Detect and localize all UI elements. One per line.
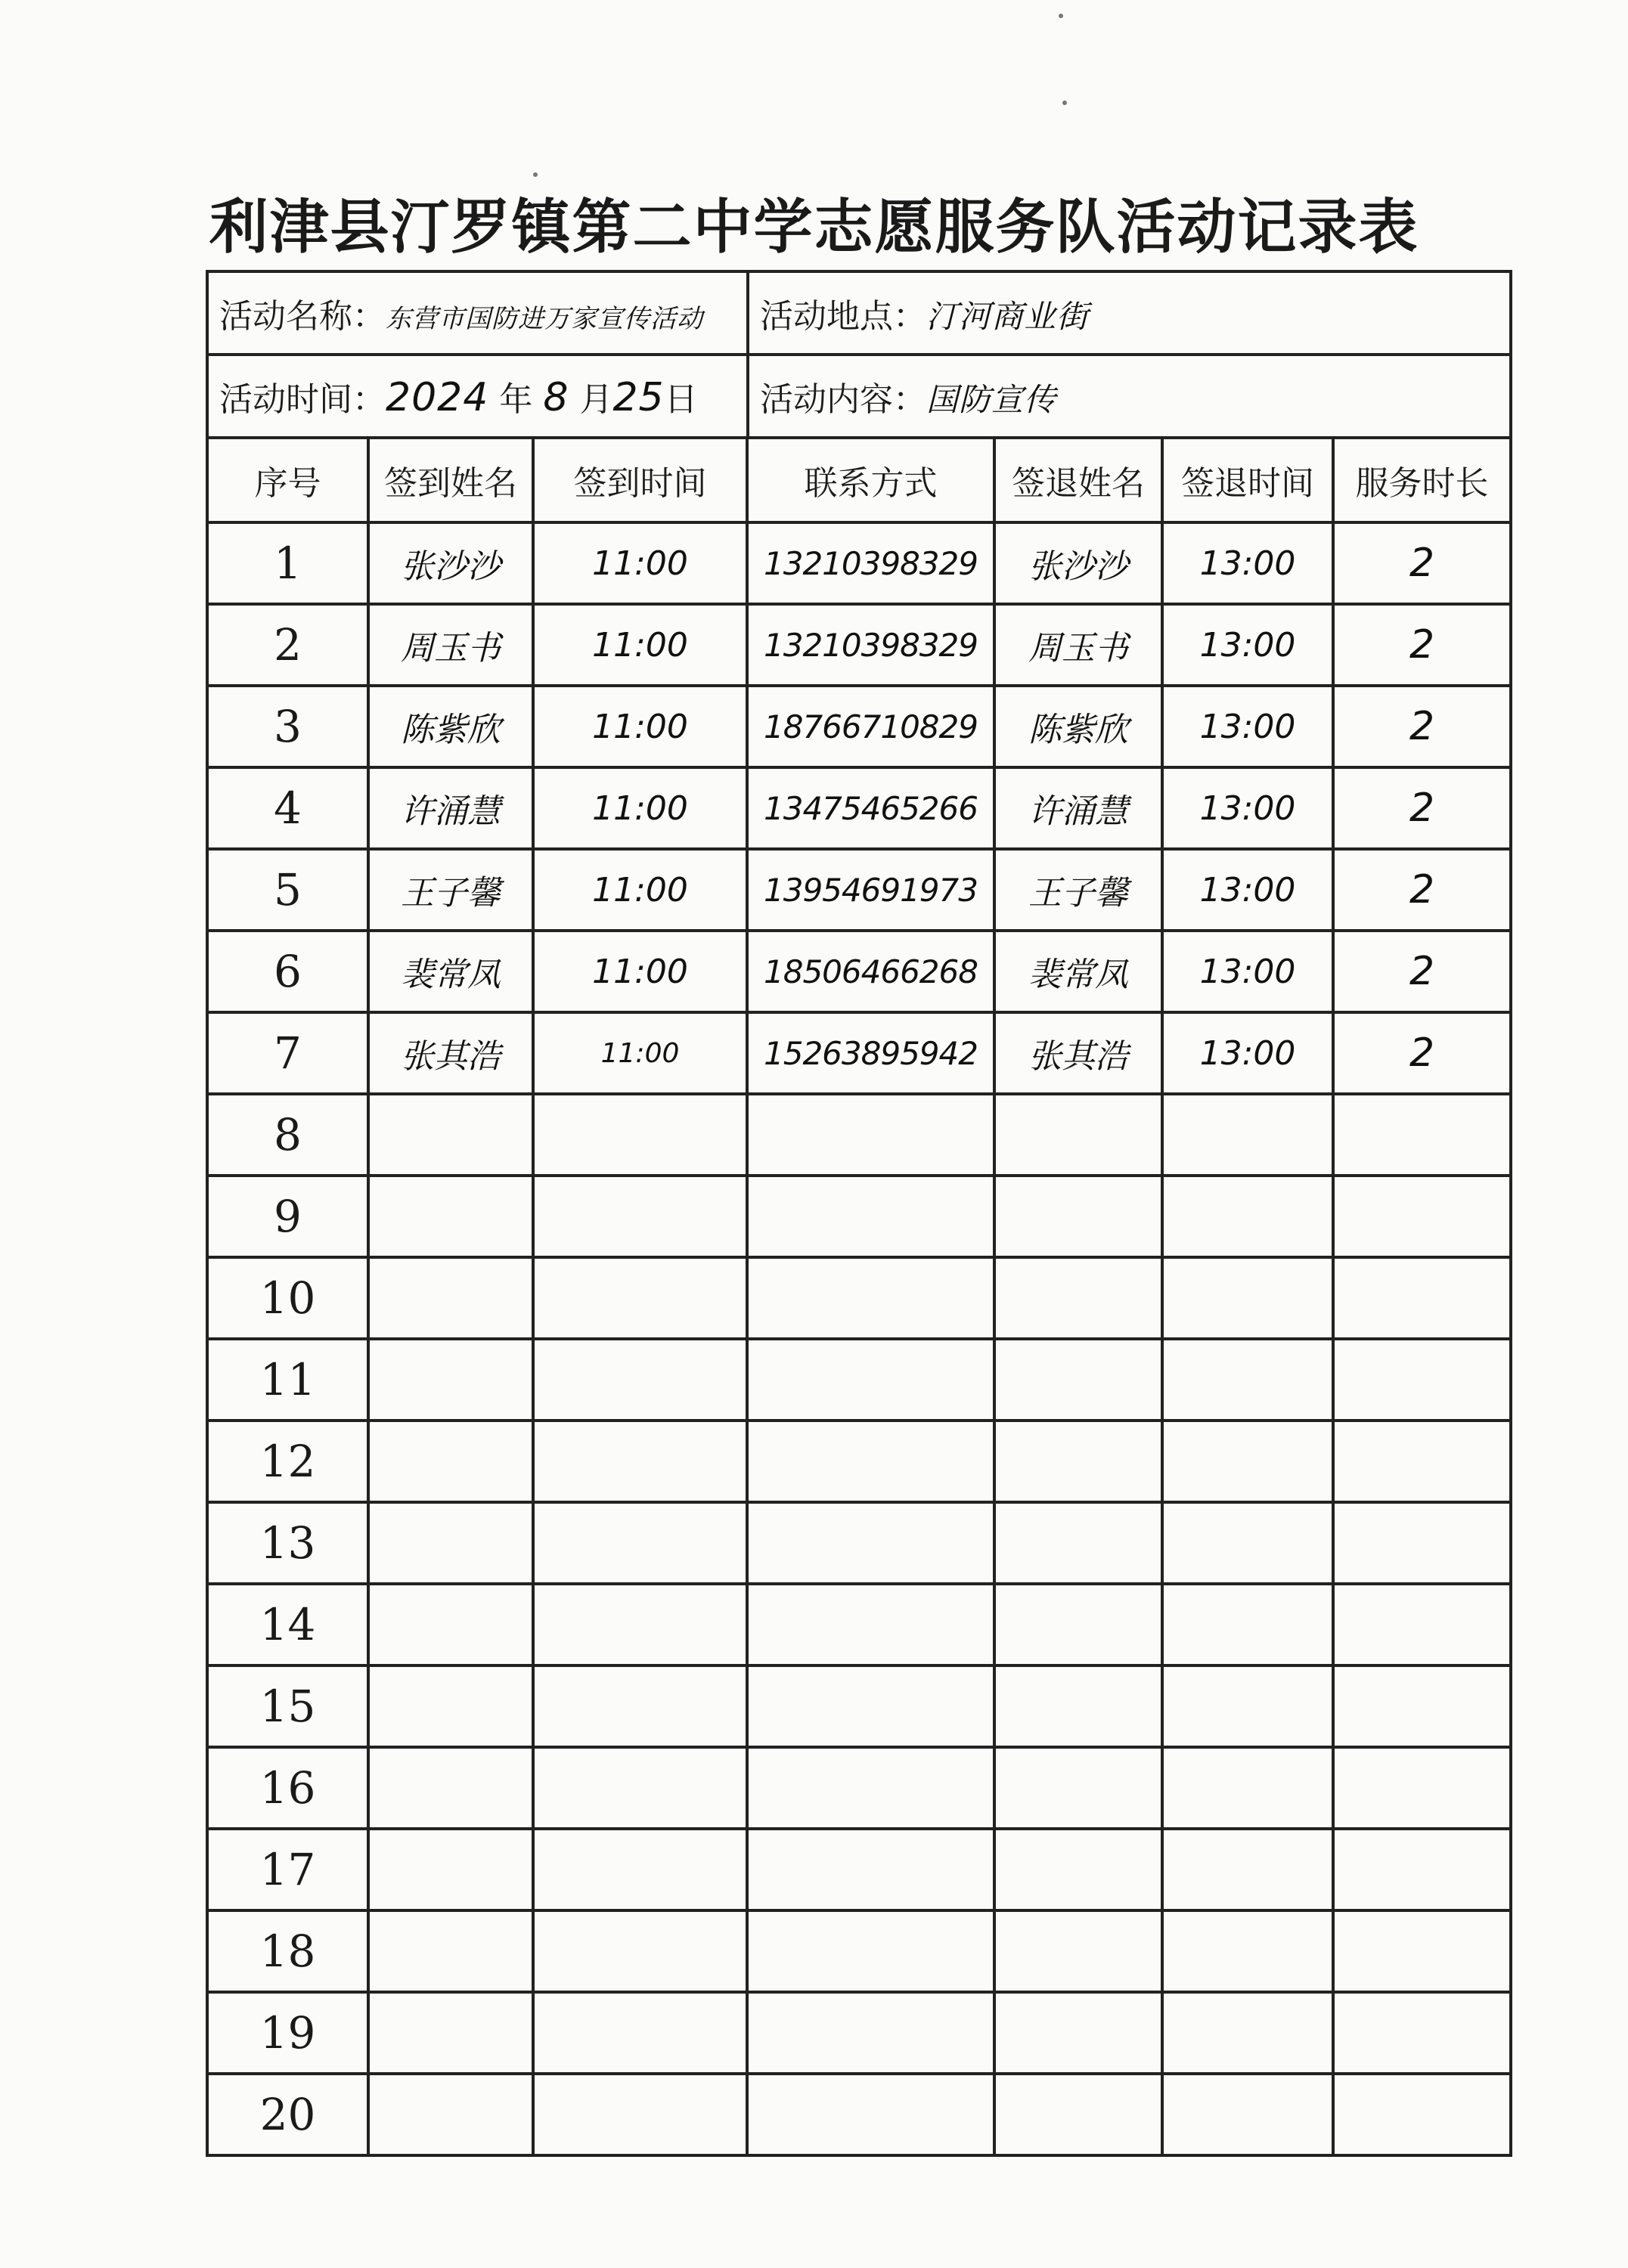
signout-time-cell: [1162, 1176, 1333, 1257]
col-header-seq: 序号: [207, 438, 368, 522]
table-row: [207, 1584, 1511, 1665]
seq-cell: 12: [207, 1421, 368, 1502]
activity-time-label: 活动时间：: [219, 380, 386, 419]
signout-name-cell: [994, 1257, 1162, 1339]
seq-cell: 15: [207, 1665, 368, 1747]
duration-cell: 2: [1333, 1012, 1511, 1094]
signin-name-cell: [368, 1665, 533, 1747]
col-header-contact: 联系方式: [747, 438, 994, 522]
duration-cell: [1333, 1747, 1511, 1829]
activity-time-cell: [207, 355, 748, 438]
contact-cell: [747, 1339, 994, 1421]
signin-name-cell: [368, 1910, 533, 1992]
duration-cell: 2: [1333, 686, 1511, 767]
signin-time-cell: [533, 1094, 747, 1176]
signin-time-cell: [533, 1502, 747, 1584]
signin-time-cell: [533, 1176, 747, 1257]
activity-info-table: [206, 270, 1512, 439]
table-row: [207, 1257, 1511, 1339]
contact-cell: 18506466268: [747, 931, 994, 1012]
contact-cell: 13475465266: [747, 767, 994, 849]
day-unit: 日: [664, 380, 698, 419]
duration-cell: [1333, 1257, 1511, 1339]
col-header-duration: 服务时长: [1333, 438, 1511, 522]
contact-cell: [747, 1502, 994, 1584]
duration-cell: 2: [1333, 604, 1511, 686]
signin-time-cell: [533, 1910, 747, 1992]
signin-time-cell: 11:00: [533, 686, 747, 767]
signout-name-cell: [994, 1176, 1162, 1257]
contact-cell: [747, 1829, 994, 1910]
signout-time-cell: [1162, 1747, 1333, 1829]
signout-time-cell: 13:00: [1162, 522, 1333, 604]
contact-cell: 13954691973: [747, 849, 994, 931]
signout-time-cell: [1162, 1502, 1333, 1584]
contact-cell: [747, 1992, 994, 2074]
signin-name-cell: 裴常凤: [368, 931, 533, 1012]
signout-time-cell: [1162, 1421, 1333, 1502]
signout-name-cell: [994, 2074, 1162, 2155]
signout-name-cell: [994, 1665, 1162, 1747]
duration-cell: [1333, 1094, 1511, 1176]
signout-name-cell: [994, 1910, 1162, 1992]
signout-time-cell: 13:00: [1162, 767, 1333, 849]
seq-cell: 9: [207, 1176, 368, 1257]
duration-cell: 2: [1333, 849, 1511, 931]
signout-name-cell: 王子馨: [994, 849, 1162, 931]
duration-cell: 2: [1333, 522, 1511, 604]
activity-content-value: 国防宣传: [926, 381, 1057, 418]
signin-time-cell: [533, 1747, 747, 1829]
signin-time-cell: [533, 1829, 747, 1910]
contact-cell: 13210398329: [747, 522, 994, 604]
signin-name-cell: [368, 1502, 533, 1584]
seq-cell: 6: [207, 931, 368, 1012]
signin-name-cell: 王子馨: [368, 849, 533, 931]
activity-place-cell: [748, 271, 1511, 355]
record-sheet: [206, 270, 1509, 2157]
signin-name-cell: [368, 1584, 533, 1665]
duration-cell: [1333, 1421, 1511, 1502]
col-header-signout-time: 签退时间: [1162, 438, 1333, 522]
seq-cell: 13: [207, 1502, 368, 1584]
table-row: [207, 1992, 1511, 2074]
table-row: [207, 1747, 1511, 1829]
signout-time-cell: [1162, 1910, 1333, 1992]
signout-name-cell: [994, 1094, 1162, 1176]
seq-cell: 16: [207, 1747, 368, 1829]
volunteer-record-table: [206, 436, 1512, 2157]
seq-cell: 17: [207, 1829, 368, 1910]
table-row: [207, 1094, 1511, 1176]
contact-cell: [747, 1747, 994, 1829]
signin-time-cell: [533, 1257, 747, 1339]
activity-place-label: 活动地点：: [760, 297, 926, 336]
duration-cell: 2: [1333, 931, 1511, 1012]
contact-cell: [747, 1910, 994, 1992]
duration-cell: [1333, 1584, 1511, 1665]
signin-name-cell: [368, 1829, 533, 1910]
signout-time-cell: 13:00: [1162, 931, 1333, 1012]
signout-time-cell: [1162, 1829, 1333, 1910]
contact-cell: [747, 1257, 994, 1339]
contact-cell: [747, 1584, 994, 1665]
seq-cell: 7: [207, 1012, 368, 1094]
table-row: [207, 604, 1511, 686]
signout-name-cell: [994, 1747, 1162, 1829]
duration-cell: 2: [1333, 767, 1511, 849]
table-row: [207, 1176, 1511, 1257]
page-title: 利津县汀罗镇第二中学志愿服务队活动记录表: [209, 193, 1419, 262]
duration-cell: [1333, 1339, 1511, 1421]
table-row: [207, 1012, 1511, 1094]
signin-name-cell: [368, 1992, 533, 2074]
seq-cell: 4: [207, 767, 368, 849]
signin-time-cell: [533, 1992, 747, 2074]
signout-name-cell: [994, 1502, 1162, 1584]
signout-name-cell: 许涌慧: [994, 767, 1162, 849]
signout-name-cell: 张沙沙: [994, 522, 1162, 604]
month-unit: 月: [579, 380, 613, 419]
signout-time-cell: 13:00: [1162, 1012, 1333, 1094]
contact-cell: [747, 2074, 994, 2155]
duration-cell: [1333, 2074, 1511, 2155]
signout-time-cell: [1162, 1665, 1333, 1747]
signin-time-cell: [533, 2074, 747, 2155]
table-row: [207, 1502, 1511, 1584]
signin-name-cell: [368, 2074, 533, 2155]
duration-cell: [1333, 1910, 1511, 1992]
signout-name-cell: [994, 1829, 1162, 1910]
contact-cell: [747, 1421, 994, 1502]
table-row: [207, 1339, 1511, 1421]
signin-name-cell: [368, 1339, 533, 1421]
col-header-signin-time: 签到时间: [533, 438, 747, 522]
signin-name-cell: 许涌慧: [368, 767, 533, 849]
duration-cell: [1333, 1665, 1511, 1747]
activity-content-cell: [748, 355, 1511, 438]
signout-name-cell: [994, 1421, 1162, 1502]
duration-cell: [1333, 1992, 1511, 2074]
signout-name-cell: 裴常凤: [994, 931, 1162, 1012]
duration-cell: [1333, 1829, 1511, 1910]
contact-cell: [747, 1094, 994, 1176]
signout-name-cell: [994, 1992, 1162, 2074]
seq-cell: 20: [207, 2074, 368, 2155]
activity-place-value: 汀河商业街: [926, 298, 1090, 335]
signin-time-cell: [533, 1584, 747, 1665]
table-row: [207, 2074, 1511, 2155]
signin-name-cell: [368, 1257, 533, 1339]
table-row: [207, 1421, 1511, 1502]
table-row: [207, 686, 1511, 767]
signin-time-cell: 11:00: [533, 767, 747, 849]
contact-cell: [747, 1176, 994, 1257]
scan-speck: [533, 172, 538, 177]
seq-cell: 14: [207, 1584, 368, 1665]
signout-time-cell: [1162, 1094, 1333, 1176]
table-row: [207, 1829, 1511, 1910]
signin-name-cell: [368, 1094, 533, 1176]
activity-month: 8: [543, 375, 569, 420]
table-row: [207, 767, 1511, 849]
signin-name-cell: [368, 1747, 533, 1829]
signout-time-cell: [1162, 2074, 1333, 2155]
activity-name-value: 东营市国防进万家宣传活动: [386, 304, 703, 334]
contact-cell: 13210398329: [747, 604, 994, 686]
seq-cell: 5: [207, 849, 368, 931]
year-unit: 年: [499, 380, 533, 419]
duration-cell: [1333, 1176, 1511, 1257]
table-row: [207, 1910, 1511, 1992]
table-header-row: [207, 438, 1511, 522]
contact-cell: 15263895942: [747, 1012, 994, 1094]
duration-cell: [1333, 1502, 1511, 1584]
signout-name-cell: 周玉书: [994, 604, 1162, 686]
activity-day: 25: [612, 375, 665, 420]
signin-name-cell: [368, 1176, 533, 1257]
signin-time-cell: 11:00: [533, 931, 747, 1012]
signin-time-cell: 11:00: [533, 604, 747, 686]
seq-cell: 1: [207, 522, 368, 604]
signout-name-cell: 张其浩: [994, 1012, 1162, 1094]
signin-name-cell: 陈紫欣: [368, 686, 533, 767]
signin-time-cell: 11:00: [533, 522, 747, 604]
signout-time-cell: [1162, 1339, 1333, 1421]
activity-content-label: 活动内容：: [760, 380, 926, 419]
scan-speck: [1059, 14, 1063, 18]
contact-cell: 18766710829: [747, 686, 994, 767]
signout-time-cell: [1162, 1992, 1333, 2074]
signout-time-cell: 13:00: [1162, 604, 1333, 686]
activity-name-label: 活动名称：: [219, 297, 386, 336]
col-header-signin-name: 签到姓名: [368, 438, 533, 522]
signout-name-cell: [994, 1339, 1162, 1421]
table-row: [207, 522, 1511, 604]
signin-name-cell: 张其浩: [368, 1012, 533, 1094]
activity-year: 2024: [386, 375, 489, 420]
table-row: [207, 931, 1511, 1012]
signout-name-cell: [994, 1584, 1162, 1665]
signin-time-cell: [533, 1665, 747, 1747]
signin-time-cell: [533, 1339, 747, 1421]
activity-name-cell: [207, 271, 748, 355]
signout-time-cell: 13:00: [1162, 686, 1333, 767]
signout-name-cell: 陈紫欣: [994, 686, 1162, 767]
seq-cell: 19: [207, 1992, 368, 2074]
table-row: [207, 1665, 1511, 1747]
seq-cell: 8: [207, 1094, 368, 1176]
signout-time-cell: [1162, 1584, 1333, 1665]
signin-time-cell: 11:00: [533, 1012, 747, 1094]
signin-name-cell: [368, 1421, 533, 1502]
seq-cell: 3: [207, 686, 368, 767]
seq-cell: 18: [207, 1910, 368, 1992]
signout-time-cell: 13:00: [1162, 849, 1333, 931]
seq-cell: 2: [207, 604, 368, 686]
table-row: [207, 849, 1511, 931]
contact-cell: [747, 1665, 994, 1747]
signout-time-cell: [1162, 1257, 1333, 1339]
signin-time-cell: [533, 1421, 747, 1502]
signin-name-cell: 张沙沙: [368, 522, 533, 604]
scan-speck: [1062, 101, 1067, 105]
signin-time-cell: 11:00: [533, 849, 747, 931]
signin-name-cell: 周玉书: [368, 604, 533, 686]
col-header-signout-name: 签退姓名: [994, 438, 1162, 522]
seq-cell: 10: [207, 1257, 368, 1339]
seq-cell: 11: [207, 1339, 368, 1421]
